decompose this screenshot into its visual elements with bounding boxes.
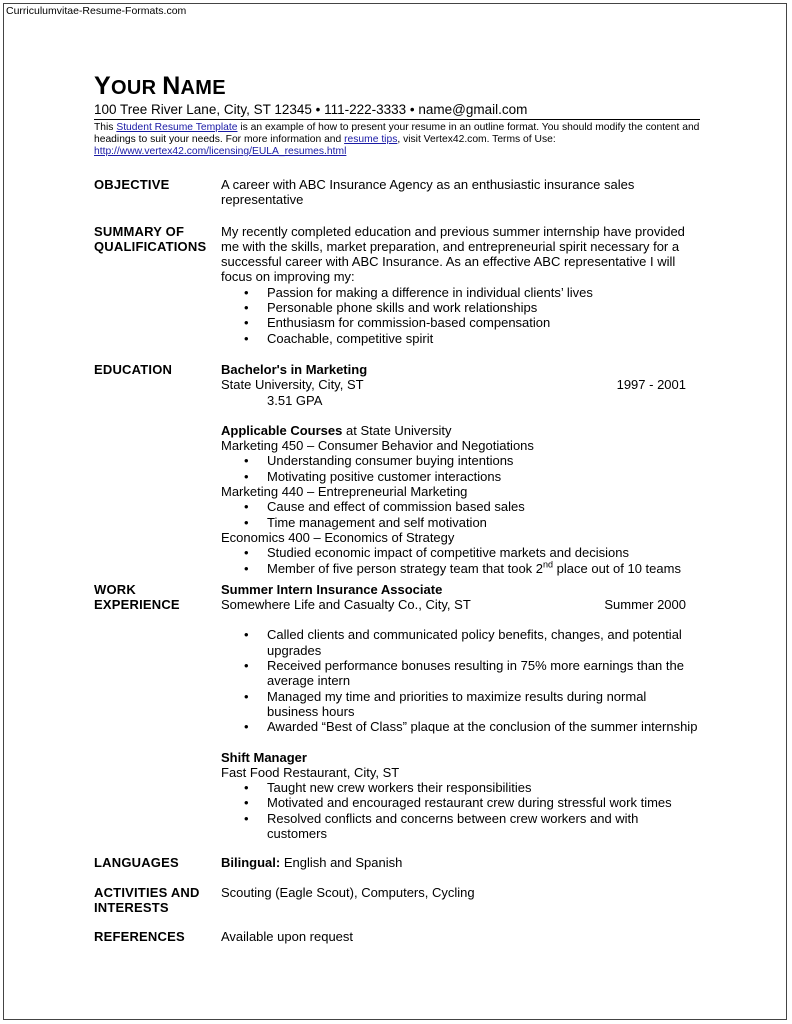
list-item: • Cause and effect of commission based sales bbox=[267, 499, 700, 514]
references-label: REFERENCES bbox=[94, 929, 185, 945]
school-name: State University, City, ST bbox=[221, 377, 364, 393]
job-company: Fast Food Restaurant, City, ST bbox=[221, 764, 400, 780]
student-resume-template-link[interactable]: Student Resume Template bbox=[116, 122, 238, 133]
course-list bbox=[221, 453, 700, 484]
bullet-text-2: place out of 10 teams bbox=[553, 560, 681, 576]
name-initial: Y bbox=[94, 72, 111, 100]
list-item: • Taught new crew workers their responsibilities bbox=[267, 780, 700, 795]
job-title: Shift Manager bbox=[221, 749, 307, 765]
education-years: 1997 - 2001 bbox=[616, 377, 686, 393]
activities-label-line-2: INTERESTS bbox=[94, 899, 169, 915]
resume-name bbox=[94, 72, 700, 102]
activities-text: Scouting (Eagle Scout), Computers, Cycling bbox=[221, 884, 475, 900]
activities-section bbox=[94, 885, 700, 916]
languages-text bbox=[221, 855, 700, 870]
summary-section bbox=[94, 224, 700, 346]
list-item: • Understanding consumer buying intentions bbox=[267, 453, 700, 468]
name-rest-2: AME bbox=[180, 77, 226, 99]
school-row bbox=[221, 377, 700, 392]
contact-line: 100 Tree River Lane, City, ST 12345 • 111-222-3333 • name@gmail.com bbox=[94, 102, 700, 120]
job-bullets bbox=[221, 627, 700, 734]
work-section bbox=[94, 582, 700, 841]
resume-tips-link[interactable]: resume tips bbox=[344, 134, 398, 145]
objective-text: A career with ABC Insurance Agency as an enthusiastic insurance sales representative bbox=[221, 177, 635, 208]
list-item: • Awarded “Best of Class” plaque at the conclusion of the summer internship bbox=[267, 719, 700, 734]
activities-label-line-1: ACTIVITIES AND bbox=[94, 884, 200, 900]
course-list bbox=[221, 545, 700, 576]
course-title: Marketing 450 – Consumer Behavior and Negotiations bbox=[221, 438, 534, 454]
summary-label-line-2: QUALIFICATIONS bbox=[94, 238, 207, 254]
courses-heading bbox=[221, 423, 700, 438]
list-item: • Personable phone skills and work relationships bbox=[267, 300, 700, 315]
objective-section bbox=[94, 177, 700, 208]
summary-label bbox=[94, 224, 221, 346]
course-title: Marketing 440 – Entrepreneurial Marketing bbox=[221, 484, 468, 500]
list-item: • Time management and self motivation bbox=[267, 515, 700, 530]
template-note bbox=[94, 122, 700, 158]
work-content bbox=[221, 582, 700, 841]
work-label-line-1: WORK bbox=[94, 581, 136, 597]
courses-heading-bold: Applicable Courses bbox=[221, 422, 343, 438]
name-rest: OUR bbox=[110, 77, 163, 99]
summary-content bbox=[221, 224, 700, 346]
list-item bbox=[267, 561, 700, 576]
list-item: • Enthusiasm for commission-based compensation bbox=[267, 315, 700, 330]
languages-label: LANGUAGES bbox=[94, 855, 179, 871]
summary-label-line-1: SUMMARY OF bbox=[94, 223, 185, 239]
degree-title: Bachelor's in Marketing bbox=[221, 361, 368, 377]
course-title: Economics 400 – Economics of Strategy bbox=[221, 529, 455, 545]
work-label-line-2: EXPERIENCE bbox=[94, 597, 180, 613]
list-item: • Passion for making a difference in individual clients’ lives bbox=[267, 285, 700, 300]
job-date: Summer 2000 bbox=[604, 597, 686, 613]
list-item: • Managed my time and priorities to maximize results during normal business hours bbox=[267, 689, 700, 720]
summary-list bbox=[221, 285, 700, 346]
note-text: This bbox=[94, 122, 117, 133]
languages-bold: Bilingual: bbox=[221, 855, 281, 871]
list-item: • Received performance bonuses resulting in 75% more earnings than the average intern bbox=[267, 658, 700, 689]
list-item: • Studied economic impact of competitive markets and decisions bbox=[267, 545, 700, 560]
education-content bbox=[221, 362, 700, 576]
languages-rest: English and Spanish bbox=[280, 855, 403, 871]
courses-heading-rest: at State University bbox=[342, 422, 452, 438]
list-item: • Coachable, competitive spirit bbox=[267, 331, 700, 346]
work-label bbox=[94, 582, 221, 841]
ordinal-suffix: nd bbox=[543, 559, 554, 570]
list-item: • Motivated and encouraged restaurant crew during stressful work times bbox=[267, 795, 700, 810]
name-initial-2: N bbox=[162, 72, 181, 100]
note-text-3: , visit Vertex42.com. Terms of Use: bbox=[397, 134, 556, 145]
languages-section bbox=[94, 855, 700, 870]
resume-page bbox=[94, 72, 700, 944]
references-section bbox=[94, 929, 700, 944]
watermark-text: Curriculumvitae-Resume-Formats.com bbox=[6, 5, 187, 17]
gpa: 3.51 GPA bbox=[267, 392, 323, 408]
eula-link[interactable]: http://www.vertex42.com/licensing/EULA_resumes.html bbox=[94, 146, 347, 157]
education-section bbox=[94, 362, 700, 576]
references-text: Available upon request bbox=[221, 929, 354, 945]
job-company-row bbox=[221, 597, 700, 612]
bullet-text: Member of five person strategy team that took 2 bbox=[267, 560, 544, 576]
list-item: • Resolved conflicts and concerns between crew workers and with customers bbox=[267, 811, 700, 842]
list-item: • Called clients and communicated policy benefits, changes, and potential upgrades bbox=[267, 627, 700, 658]
job-bullets bbox=[221, 780, 700, 841]
list-item: • Motivating positive customer interactions bbox=[267, 469, 700, 484]
activities-label bbox=[94, 885, 221, 916]
education-label: EDUCATION bbox=[94, 361, 173, 377]
job-title: Summer Intern Insurance Associate bbox=[221, 581, 443, 597]
objective-label: OBJECTIVE bbox=[94, 177, 170, 192]
job-company: Somewhere Life and Casualty Co., City, ST bbox=[221, 597, 471, 613]
note-text-2: is an example of how to present your resume in an outline format. You should modify the content and headings to suit your needs. For more information and bbox=[94, 122, 700, 145]
summary-text: My recently completed education and previous summer internship have provided me with the skills, market preparation, and entrepreneurial spirit necessary for a successful career with ABC Insurance. As an effective ABC representative I will focus on improving my: bbox=[221, 223, 685, 285]
course-list bbox=[221, 499, 700, 530]
